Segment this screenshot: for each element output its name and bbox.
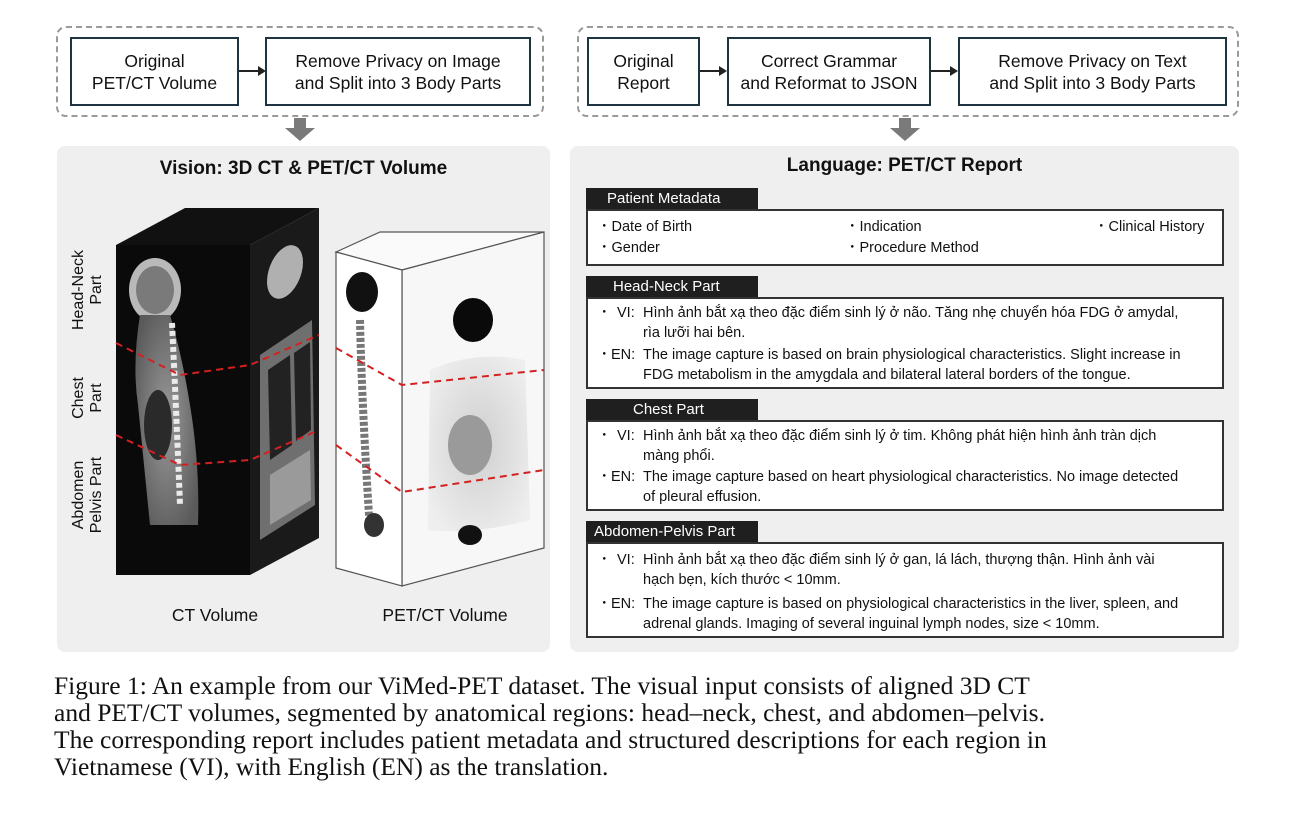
- head-neck-vi-text: rìa lưỡi hai bên.: [643, 325, 746, 341]
- vi-bullet: ・: [597, 305, 612, 321]
- original-pet-ct-volume-box: Original PET/CT Volume: [70, 37, 239, 106]
- down-arrow-right: [889, 118, 921, 142]
- remove-privacy-text-box: Remove Privacy on Text and Split into 3 Body Parts: [958, 37, 1227, 106]
- pet-ct-volume-image: [330, 230, 550, 590]
- pet-ct-volume-label: PET/CT Volume: [382, 605, 508, 625]
- ct-volume-image: [110, 205, 325, 580]
- figure-caption: [54, 672, 1249, 780]
- down-arrow-left: [284, 118, 316, 142]
- en-bullet: ・: [597, 347, 612, 363]
- chest-en-text: The image capture based on heart physiological characteristics. No image detected: [643, 469, 1179, 485]
- en-prefix: EN:: [611, 347, 636, 363]
- label-chest-part: Chest Part: [70, 377, 105, 419]
- chest-en-text: of pleural effusion.: [643, 489, 762, 505]
- original-report-box: Original Report: [587, 37, 700, 106]
- en-prefix: EN:: [611, 596, 636, 612]
- pipeline-right-arrow-2: [931, 64, 959, 78]
- chest-vi-text: Hình ảnh bắt xạ theo đặc điểm sinh lý ở tim. Không phát hiện hình ảnh tràn dịch: [643, 428, 1157, 444]
- vi-bullet: ・: [597, 552, 612, 568]
- en-prefix: EN:: [611, 469, 636, 485]
- head-neck-en-text: The image capture is based on brain physiological characteristics. Slight increase in: [643, 347, 1181, 363]
- head-neck-en-text: FDG metabolism in the amygdala and bilateral lateral borders of the tongue.: [643, 367, 1131, 383]
- abdomen-pelvis-header: Abdomen-Pelvis Part: [586, 521, 758, 543]
- vi-prefix: VI:: [617, 305, 635, 321]
- vision-title: Vision: 3D CT & PET/CT Volume: [159, 158, 448, 179]
- abdomen-pelvis-vi-text: Hình ảnh bắt xạ theo đặc điểm sinh lý ở gan, lá lách, thượng thận. Hình ảnh vài: [643, 552, 1155, 568]
- metadata-item: ・Indication: [845, 219, 922, 235]
- pipeline-right-arrow-1: [700, 64, 728, 78]
- metadata-item: ・Gender: [597, 240, 660, 256]
- en-bullet: ・: [597, 469, 612, 485]
- caption-line: and PET/CT volumes, segmented by anatomical regions: head–neck, chest, and abdomen–pelvis.: [54, 698, 1045, 727]
- vi-prefix: VI:: [617, 428, 635, 444]
- abdomen-pelvis-en-text: adrenal glands. Imaging of several inguinal lymph nodes, size < 10mm.: [643, 616, 1100, 632]
- vi-prefix: VI:: [617, 552, 635, 568]
- patient-metadata-header: Patient Metadata: [586, 188, 758, 210]
- caption-line: Vietnamese (VI), with English (EN) as the translation.: [54, 752, 609, 781]
- correct-grammar-box: Correct Grammar and Reformat to JSON: [727, 37, 931, 106]
- caption-line: The corresponding report includes patient metadata and structured descriptions for each region in: [54, 725, 1047, 754]
- chest-vi-text: màng phổi.: [643, 448, 715, 464]
- label-abdomen-pelvis-part: Abdomen Pelvis Part: [70, 456, 105, 534]
- head-neck-vi-text: Hình ảnh bắt xạ theo đặc điểm sinh lý ở não. Tăng nhẹ chuyển hóa FDG ở amydal,: [643, 305, 1179, 321]
- abdomen-pelvis-en-text: The image capture is based on physiological characteristics in the liver, spleen, and: [643, 596, 1179, 612]
- chest-header: Chest Part: [586, 399, 758, 421]
- metadata-item: ・Procedure Method: [845, 240, 979, 256]
- language-title: Language: PET/CT Report: [786, 155, 1023, 176]
- remove-privacy-image-box: Remove Privacy on Image and Split into 3 Body Parts: [265, 37, 531, 106]
- head-neck-header: Head-Neck Part: [586, 276, 758, 298]
- metadata-item: ・Date of Birth: [597, 219, 693, 235]
- en-bullet: ・: [597, 596, 612, 612]
- metadata-item: ・Clinical History: [1094, 219, 1205, 235]
- abdomen-pelvis-vi-text: hạch bẹn, kích thước < 10mm.: [643, 572, 841, 588]
- vi-bullet: ・: [597, 428, 612, 444]
- label-head-neck-part: Head-Neck Part: [70, 249, 105, 331]
- pipeline-left-arrow: [239, 64, 267, 78]
- ct-volume-label: CT Volume: [171, 605, 259, 625]
- caption-line: Figure 1: An example from our ViMed-PET dataset. The visual input consists of aligned 3D CT: [54, 671, 1030, 700]
